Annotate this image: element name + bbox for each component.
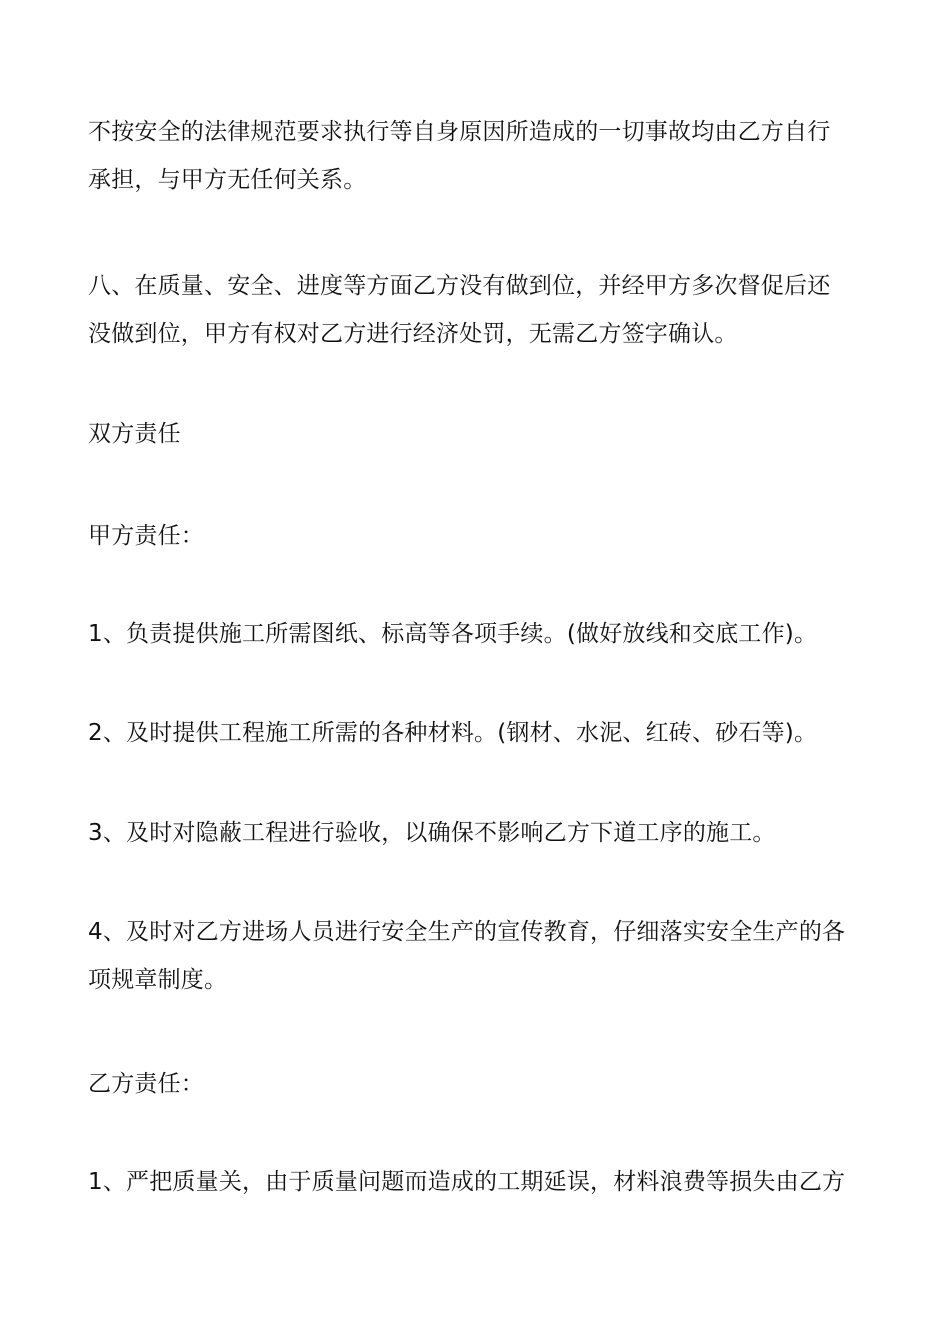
party-a-item-1 — [88, 610, 864, 658]
paragraph-accident-liability — [88, 108, 864, 204]
party-a-item-4 — [88, 908, 864, 1004]
text-line: 3、及时对隐蔽工程进行验收，以确保不影响乙方下道工序的施工。 — [88, 820, 776, 846]
party-a-item-2 — [88, 709, 864, 757]
text-line: 1、严把质量关，由于质量问题而造成的工期延误，材料浪费等损失由乙方 — [88, 1169, 846, 1195]
party-a-item-3 — [88, 809, 864, 857]
text-line: 项规章制度。 — [88, 967, 228, 993]
paragraph-clause-eight — [88, 262, 864, 358]
text-line: 双方责任 — [88, 421, 181, 447]
text-line: 甲方责任： — [88, 523, 204, 549]
text-line: 承担，与甲方无任何关系。 — [88, 167, 367, 193]
text-line: 4、及时对乙方进场人员进行安全生产的宣传教育，仔细落实安全生产的各 — [88, 919, 846, 945]
text-line: 1、负责提供施工所需图纸、标高等各项手续。(做好放线和交底工作)。 — [88, 621, 818, 647]
text-line: 不按安全的法律规范要求执行等自身原因所造成的一切事故均由乙方自行 — [88, 119, 831, 145]
text-line: 2、及时提供工程施工所需的各种材料。(钢材、水泥、红砖、砂石等)。 — [88, 720, 818, 746]
section-heading-party-a — [88, 512, 864, 560]
section-heading-mutual-responsibility — [88, 410, 864, 458]
text-line: 八、在质量、安全、进度等方面乙方没有做到位，并经甲方多次督促后还 — [88, 273, 831, 299]
text-line: 没做到位，甲方有权对乙方进行经济处罚，无需乙方签字确认。 — [88, 321, 738, 347]
party-b-item-1 — [88, 1158, 864, 1206]
section-heading-party-b — [88, 1060, 864, 1108]
text-line: 乙方责任： — [88, 1071, 204, 1097]
